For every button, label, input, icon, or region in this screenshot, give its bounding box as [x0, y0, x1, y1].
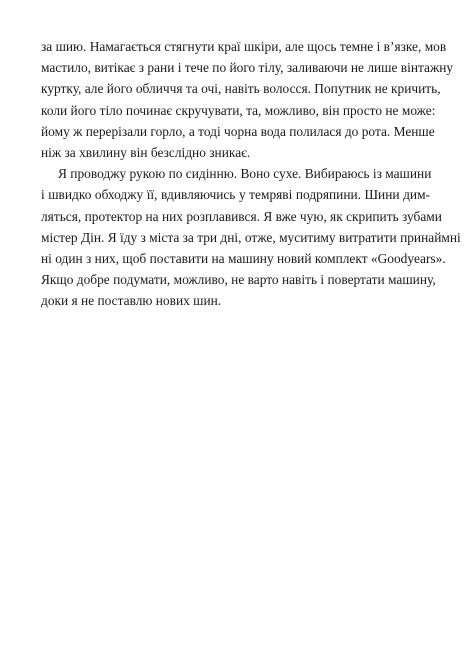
text-line: Якщо добре подумати, можливо, не варто навіть і повертати машину,	[41, 272, 436, 288]
text-line: мастило, витікає з рани і тече по його тілу, заливаючи не лише вінтажну	[41, 60, 454, 76]
text-line: ніж за хвилину він безслідно зникає.	[41, 145, 251, 161]
text-line: Я проводжу рукою по сидінню. Воно сухе. Вибираюсь із машини	[58, 166, 432, 182]
paragraph-1	[41, 36, 454, 163]
text-line: коли його тіло починає скручувати, та, можливо, він просто не може:	[41, 102, 436, 118]
text-line: доки я не поставлю нових шин.	[41, 293, 222, 309]
text-line: містер Дін. Я їду з міста за три дні, отже, муситиму витратити принаймні	[41, 229, 461, 245]
text-line: куртку, але його обличчя та очі, навіть волосся. Попутник не кричить,	[41, 81, 441, 97]
body-text	[41, 36, 461, 312]
text-line: йому ж перерізали горло, а тоді чорна вода полилася до рота. Менше	[41, 123, 435, 139]
text-line: за шию. Намагається стягнути краї шкіри, але щось темне і в’язке, мов	[41, 39, 447, 54]
text-line: і швидко обходжу її, вдивляючись у темряві подряпини. Шини дим-	[41, 187, 430, 203]
text-line: ні один з них, щоб поставити на машину новий комплект «Goodyears».	[41, 251, 446, 267]
paragraph-2	[41, 163, 461, 311]
text-line: ляться, протектор на них розплавився. Я вже чую, як скрипить зубами	[41, 208, 442, 224]
